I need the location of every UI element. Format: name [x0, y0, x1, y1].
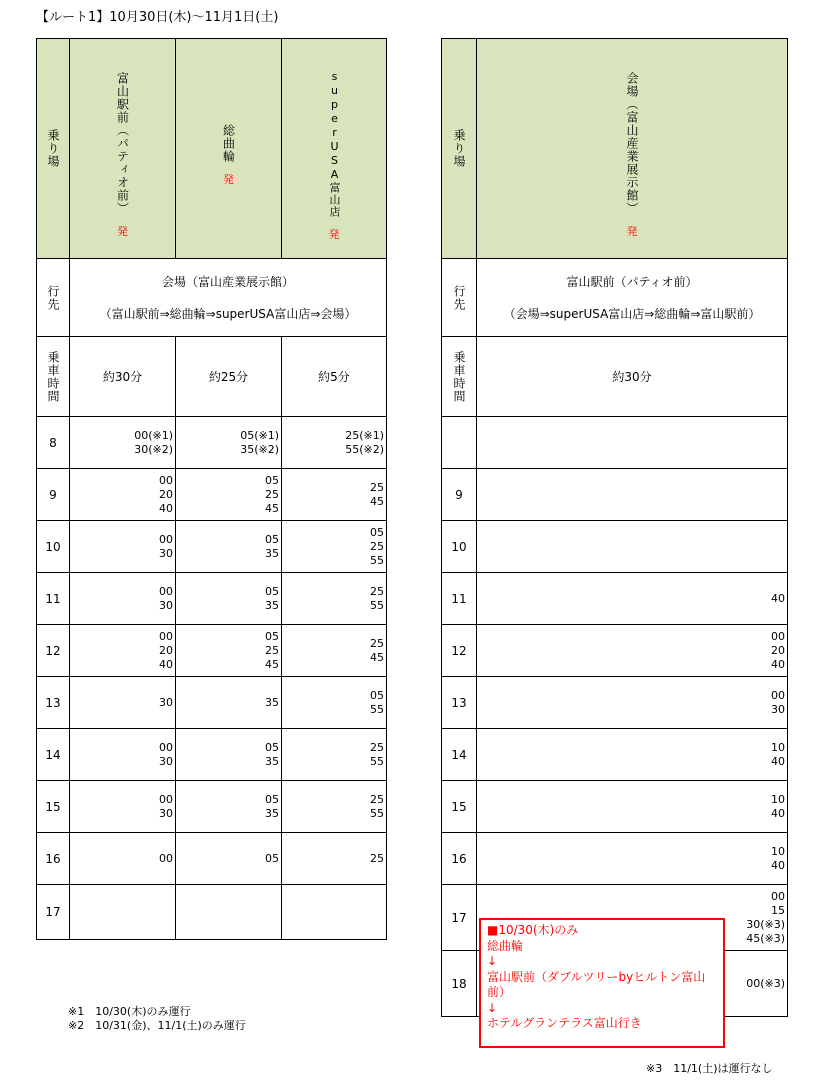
table-row	[37, 833, 387, 885]
callout-line: ■10/30(木)のみ	[487, 923, 579, 937]
hour-cell: 14	[37, 729, 70, 781]
times-cell	[282, 833, 387, 885]
departure-time: 00(※1)	[134, 428, 173, 442]
special-route-callout	[479, 918, 725, 1048]
hour-cell: 11	[37, 573, 70, 625]
times-cell	[70, 729, 176, 781]
times-cell	[176, 469, 282, 521]
times-cell	[70, 781, 176, 833]
departure-time: 05	[265, 584, 279, 598]
times-cell	[282, 417, 387, 469]
destination-label: 行先	[452, 284, 466, 311]
timetable-from-venue	[441, 38, 788, 1017]
departure-time: 45	[370, 494, 384, 508]
times-cell	[282, 521, 387, 573]
hour-cell: 9	[442, 469, 477, 521]
departure-time: 40	[159, 657, 173, 671]
stop-header-cell	[477, 39, 788, 259]
times-cell	[477, 469, 788, 521]
departure-time: 40	[159, 501, 173, 515]
destination-cell	[477, 259, 788, 337]
departure-time: 40	[771, 754, 785, 768]
departure-time: 20	[159, 643, 173, 657]
departure-time: 25	[370, 740, 384, 754]
times-cell	[477, 625, 788, 677]
stop-name: superUSA富山店	[328, 69, 341, 218]
times-cell	[477, 573, 788, 625]
departure-time: 35	[265, 598, 279, 612]
stop-header-cell	[282, 39, 387, 259]
table-row	[442, 833, 788, 885]
departure-time: 00	[159, 532, 173, 546]
departure-time: 55	[370, 806, 384, 820]
times-cell	[70, 573, 176, 625]
table-row	[37, 625, 387, 677]
departure-time: 25	[370, 636, 384, 650]
times-cell	[176, 885, 282, 940]
boarding-label: 乗り場	[452, 129, 466, 168]
departure-time: 00	[159, 740, 173, 754]
ride-time-label-cell	[442, 337, 477, 417]
stop-header-cell	[176, 39, 282, 259]
callout-line: 富山駅前（ダブルツリーbyヒルトン富山前）	[487, 969, 706, 999]
departure-time: 45	[370, 650, 384, 664]
departure-mark: 発	[117, 225, 128, 238]
times-cell	[477, 417, 788, 469]
departure-time: 40	[771, 806, 785, 820]
departure-mark: 発	[223, 173, 234, 186]
times-cell	[176, 521, 282, 573]
departure-time: 30	[159, 754, 173, 768]
stop-name: 総曲輪	[221, 124, 236, 163]
departure-time: 00	[771, 889, 785, 903]
callout-line: ホテルグランテラス富山行き	[487, 1016, 642, 1030]
departure-time: 05	[265, 740, 279, 754]
callout-line: 総曲輪	[487, 938, 524, 953]
departure-time: 00	[771, 688, 785, 702]
hour-cell: 15	[442, 781, 477, 833]
departure-time: 25	[370, 851, 384, 865]
hour-cell: 9	[37, 469, 70, 521]
footnote-3: ※3 11/1(土)は運行なし	[646, 1062, 773, 1075]
table-row	[442, 521, 788, 573]
times-cell	[70, 521, 176, 573]
hour-cell: 18	[442, 951, 477, 1017]
ride-time-label: 乗車時間	[452, 350, 466, 403]
destination-main: 会場（富山産業展示館）	[161, 274, 294, 289]
departure-time: 45	[265, 657, 279, 671]
hour-cell: 14	[442, 729, 477, 781]
departure-time: 40	[771, 591, 785, 605]
departure-time: 00	[771, 629, 785, 643]
times-cell	[176, 625, 282, 677]
departure-time: 30	[159, 806, 173, 820]
times-cell	[477, 677, 788, 729]
departure-time: 05	[265, 532, 279, 546]
ride-time-value: 約30分	[70, 337, 176, 417]
hour-cell: 10	[442, 521, 477, 573]
footnote: ※2 10/31(金)、11/1(土)のみ運行	[68, 1019, 246, 1032]
departure-time: 30	[159, 598, 173, 612]
departure-time: 35	[265, 546, 279, 560]
left-timetable-body	[37, 417, 387, 940]
times-cell	[477, 729, 788, 781]
departure-time: 00(※3)	[746, 976, 785, 990]
table-row	[442, 677, 788, 729]
footnotes	[68, 1005, 246, 1033]
callout-line: ↓	[487, 1000, 498, 1015]
hour-cell: 10	[37, 521, 70, 573]
destination-label: 行先	[46, 284, 60, 311]
table-row	[442, 729, 788, 781]
departure-time: 30(※3)	[746, 917, 785, 931]
departure-time: 45(※3)	[746, 931, 785, 945]
table-row	[37, 417, 387, 469]
destination-route: （会場⇒superUSA富山店⇒総曲輪⇒富山駅前）	[503, 306, 761, 321]
departure-time: 35(※2)	[240, 442, 279, 456]
page-title: 【ルート1】10月30日(木)〜11月1日(土)	[36, 10, 279, 25]
departure-time: 10	[771, 844, 785, 858]
times-cell	[282, 573, 387, 625]
departure-time: 05	[370, 688, 384, 702]
times-cell	[70, 885, 176, 940]
times-cell	[176, 573, 282, 625]
table-row	[442, 625, 788, 677]
departure-time: 55	[370, 702, 384, 716]
departure-time: 55	[370, 754, 384, 768]
table-row	[37, 573, 387, 625]
departure-time: 10	[771, 792, 785, 806]
departure-time: 25	[370, 792, 384, 806]
destination-route: （富山駅前⇒総曲輪⇒superUSA富山店⇒会場）	[99, 306, 357, 321]
hour-cell: 8	[37, 417, 70, 469]
departure-time: 55	[370, 553, 384, 567]
times-cell	[70, 469, 176, 521]
departure-time: 55	[370, 598, 384, 612]
table-row	[442, 417, 788, 469]
ride-time-value: 約5分	[282, 337, 387, 417]
destination-label-cell	[442, 259, 477, 337]
hour-cell: 17	[37, 885, 70, 940]
hour-cell: 17	[442, 885, 477, 951]
times-cell	[176, 833, 282, 885]
times-cell	[477, 781, 788, 833]
hour-cell: 15	[37, 781, 70, 833]
departure-time: 35	[265, 806, 279, 820]
footnote: ※1 10/30(木)のみ運行	[68, 1005, 191, 1018]
times-cell	[282, 781, 387, 833]
table-row	[37, 885, 387, 940]
departure-time: 25	[265, 487, 279, 501]
departure-time: 05	[265, 851, 279, 865]
departure-time: 25	[370, 480, 384, 494]
hour-cell: 12	[442, 625, 477, 677]
departure-time: 35	[265, 754, 279, 768]
departure-time: 30	[771, 702, 785, 716]
hour-cell: 13	[37, 677, 70, 729]
departure-time: 40	[771, 858, 785, 872]
departure-time: 55(※2)	[345, 442, 384, 456]
departure-time: 25	[370, 584, 384, 598]
departure-time: 00	[159, 792, 173, 806]
departure-time: 35	[265, 695, 279, 709]
times-cell	[282, 885, 387, 940]
times-cell	[176, 729, 282, 781]
departure-time: 25	[370, 539, 384, 553]
departure-time: 00	[159, 629, 173, 643]
departure-time: 25(※1)	[345, 428, 384, 442]
times-cell	[477, 833, 788, 885]
departure-time: 05	[370, 525, 384, 539]
callout-line: ↓	[487, 954, 498, 968]
table-row	[37, 677, 387, 729]
departure-time: 05	[265, 473, 279, 487]
departure-time: 30(※2)	[134, 442, 173, 456]
hour-cell: 16	[442, 833, 477, 885]
departure-mark: 発	[328, 227, 340, 241]
departure-time: 00	[159, 584, 173, 598]
departure-mark: 発	[626, 225, 638, 238]
times-cell	[70, 677, 176, 729]
stop-header-cell	[70, 39, 176, 259]
stop-name: 富山駅前（パティオ前）	[115, 72, 130, 215]
times-cell	[70, 625, 176, 677]
times-cell	[70, 417, 176, 469]
timetable-to-venue	[36, 38, 387, 940]
departure-time: 05(※1)	[240, 428, 279, 442]
times-cell	[176, 781, 282, 833]
times-cell	[176, 677, 282, 729]
departure-time: 20	[159, 487, 173, 501]
table-row	[37, 521, 387, 573]
ride-time-label: 乗車時間	[46, 350, 60, 403]
destination-main: 富山駅前（パティオ前）	[566, 274, 698, 289]
departure-time: 05	[265, 629, 279, 643]
table-row	[37, 469, 387, 521]
table-row	[37, 729, 387, 781]
times-cell	[282, 677, 387, 729]
table-row	[442, 781, 788, 833]
destination-cell	[70, 259, 387, 337]
ride-time-value: 約30分	[477, 337, 788, 417]
departure-time: 30	[159, 546, 173, 560]
departure-time: 05	[265, 792, 279, 806]
times-cell	[477, 521, 788, 573]
boarding-label-cell	[37, 39, 70, 259]
times-cell	[176, 417, 282, 469]
stop-name: 会場（富山産業展示館）	[625, 72, 639, 215]
departure-time: 45	[265, 501, 279, 515]
times-cell	[70, 833, 176, 885]
hour-cell: 13	[442, 677, 477, 729]
boarding-label-cell	[442, 39, 477, 259]
hour-cell	[442, 417, 477, 469]
departure-time: 40	[771, 657, 785, 671]
departure-time: 15	[771, 903, 785, 917]
table-row	[37, 781, 387, 833]
departure-time: 00	[159, 851, 173, 865]
table-row	[442, 573, 788, 625]
hour-cell: 12	[37, 625, 70, 677]
times-cell	[282, 625, 387, 677]
destination-label-cell	[37, 259, 70, 337]
ride-time-label-cell	[37, 337, 70, 417]
times-cell	[282, 729, 387, 781]
table-row	[442, 469, 788, 521]
boarding-label: 乗り場	[46, 129, 60, 168]
hour-cell: 11	[442, 573, 477, 625]
departure-time: 30	[159, 695, 173, 709]
hour-cell: 16	[37, 833, 70, 885]
departure-time: 20	[771, 643, 785, 657]
departure-time: 25	[265, 643, 279, 657]
ride-time-value: 約25分	[176, 337, 282, 417]
times-cell	[282, 469, 387, 521]
departure-time: 00	[159, 473, 173, 487]
departure-time: 10	[771, 740, 785, 754]
